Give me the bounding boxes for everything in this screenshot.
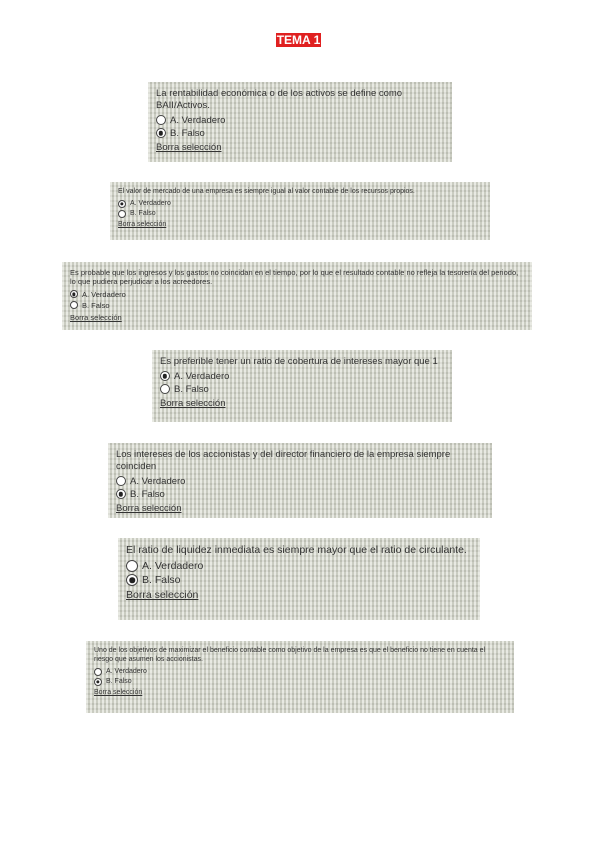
option-label: A. Verdadero xyxy=(142,560,204,573)
radio-button[interactable] xyxy=(156,128,166,138)
page-title: TEMA 1 xyxy=(276,33,321,47)
radio-button[interactable] xyxy=(126,560,138,572)
radio-button[interactable] xyxy=(70,301,78,309)
radio-button[interactable] xyxy=(126,574,138,586)
question-card-6 xyxy=(118,538,480,620)
radio-button[interactable] xyxy=(116,476,126,486)
radio-button[interactable] xyxy=(116,489,126,499)
option-label: A. Verdadero xyxy=(82,289,126,299)
radio-button[interactable] xyxy=(94,678,102,686)
option-a[interactable] xyxy=(126,560,472,572)
option-label: B. Falso xyxy=(142,574,181,587)
radio-button[interactable] xyxy=(160,384,170,394)
radio-button[interactable] xyxy=(94,668,102,676)
question-card-2 xyxy=(110,182,490,240)
question-card-1 xyxy=(148,82,452,162)
option-label: A. Verdadero xyxy=(130,200,171,208)
option-a[interactable] xyxy=(94,668,506,676)
option-b[interactable] xyxy=(160,384,444,395)
option-b[interactable] xyxy=(116,489,484,500)
question-card-5 xyxy=(108,443,492,518)
clear-selection-link[interactable]: Borra selección xyxy=(118,220,167,228)
question-card-3 xyxy=(62,262,532,330)
clear-selection-link[interactable]: Borra selección xyxy=(116,502,182,514)
option-a[interactable] xyxy=(118,200,482,208)
option-label: A. Verdadero xyxy=(106,668,147,675)
question-text: Es preferible tener un ratio de cobertura de intereses mayor que 1 xyxy=(160,356,438,367)
option-a[interactable] xyxy=(116,476,484,487)
option-b[interactable] xyxy=(70,301,524,310)
clear-selection-link[interactable]: Borra selección xyxy=(126,589,199,602)
question-text: El ratio de liquidez inmediata es siempre mayor que el ratio de circulante. xyxy=(126,544,467,556)
option-label: A. Verdadero xyxy=(174,370,230,382)
radio-button[interactable] xyxy=(156,115,166,125)
question-card-4 xyxy=(152,350,452,422)
question-text: El valor de mercado de una empresa es siempre igual al valor contable de los recursos propios. xyxy=(118,188,415,195)
clear-selection-link[interactable]: Borra selección xyxy=(94,688,143,696)
question-text: Uno de los objetivos de maximizar el beneficio contable como objetivo de la empresa es que el beneficio no tiene en cuenta el riesgo que asumen los accionistas. xyxy=(94,647,486,663)
radio-button[interactable] xyxy=(70,290,78,298)
clear-selection-link[interactable]: Borra selección xyxy=(156,141,222,153)
radio-button[interactable] xyxy=(160,371,170,381)
question-text: La rentabilidad económica o de los activos se define como BAII/Activos. xyxy=(156,88,403,111)
option-label: A. Verdadero xyxy=(170,114,226,126)
option-b[interactable] xyxy=(156,128,444,139)
option-label: B. Falso xyxy=(170,127,205,139)
option-label: B. Falso xyxy=(130,488,165,500)
option-label: B. Falso xyxy=(130,210,156,218)
option-label: B. Falso xyxy=(106,678,132,685)
clear-selection-link[interactable]: Borra selección xyxy=(160,397,226,409)
option-a[interactable] xyxy=(70,290,524,299)
option-a[interactable] xyxy=(160,371,444,382)
option-label: A. Verdadero xyxy=(130,475,186,487)
question-text: Es probable que los ingresos y los gastos no coincidan en el tiempo, por lo que el resultado contable no refleja la tesorería del periodo, lo que pudiera perjudicar a los acreedores. xyxy=(70,268,519,287)
option-label: B. Falso xyxy=(174,383,209,395)
option-label: B. Falso xyxy=(82,300,110,310)
option-a[interactable] xyxy=(156,115,444,126)
clear-selection-link[interactable]: Borra selección xyxy=(70,312,122,322)
radio-button[interactable] xyxy=(118,210,126,218)
option-b[interactable] xyxy=(118,210,482,218)
option-b[interactable] xyxy=(126,574,472,586)
option-b[interactable] xyxy=(94,678,506,686)
question-card-7 xyxy=(86,641,514,713)
radio-button[interactable] xyxy=(118,200,126,208)
question-text: Los intereses de los accionistas y del director financiero de la empresa siempre coinciden xyxy=(116,449,451,472)
